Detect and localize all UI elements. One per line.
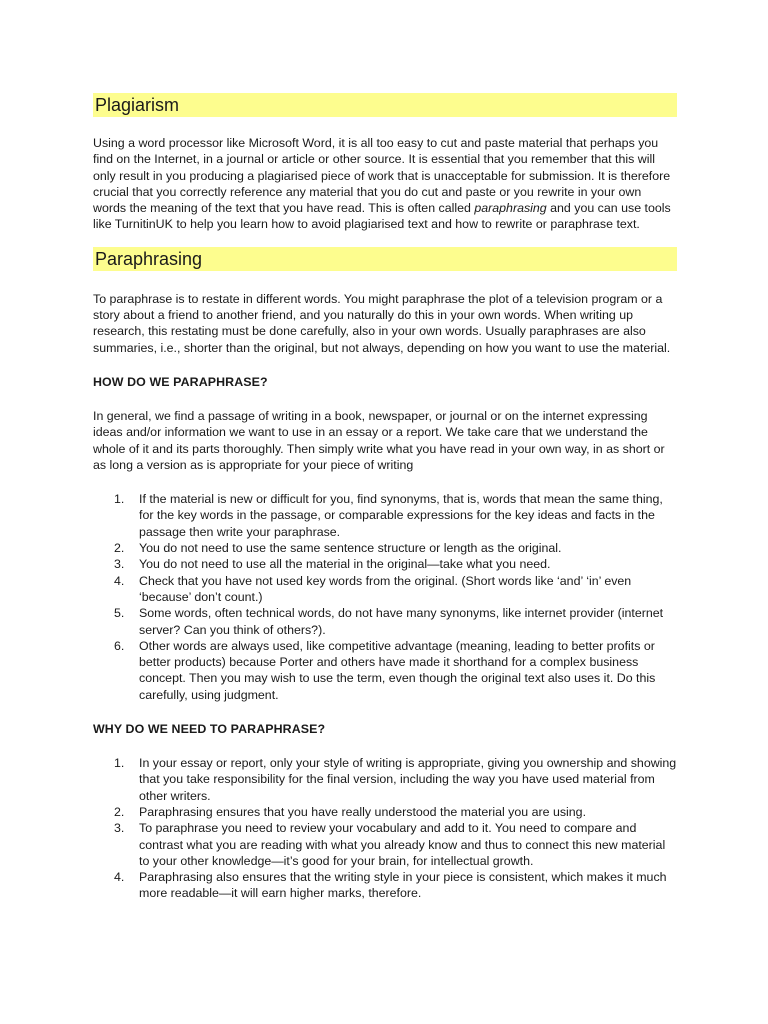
list-item bbox=[93, 804, 677, 820]
list-number: 2. bbox=[114, 541, 125, 556]
how-paragraph: In general, we find a passage of writing in a book, newspaper, or journal or on the internet expressing ideas and/or information we want to use in an essay or a report. We take care that we understand the whole of it and its parts thoroughly. Then simply write what you have read in your own way, in as short or as long a version as is appropriate for your piece of writing bbox=[93, 408, 665, 472]
document-page bbox=[93, 93, 677, 902]
list-item bbox=[93, 638, 677, 703]
list-number: 3. bbox=[114, 821, 125, 836]
list-item bbox=[93, 755, 677, 804]
list-number: 4. bbox=[114, 573, 125, 588]
paraphrasing-heading: Paraphrasing bbox=[93, 247, 677, 271]
list-text: Check that you have not used key words from the original. (Short words like ‘and’ ‘in’ even ‘because’ don’t count.) bbox=[139, 573, 632, 604]
plagiarism-paragraph bbox=[93, 135, 677, 233]
list-number: 1. bbox=[114, 756, 125, 771]
list-text: In your essay or report, only your style of writing is appropriate, giving you ownership and showing that you take responsibility for the final version, including the way you have used material from other writers. bbox=[139, 756, 677, 803]
list-text: To paraphrase you need to review your vocabulary and add to it. You need to compare and contrast what you are reading with what you already know and thus to connect this new material to your other knowledge—it’s good for your brain, for intellectual growth. bbox=[139, 821, 666, 868]
why-heading: WHY DO WE NEED TO PARAPHRASE? bbox=[93, 722, 326, 737]
list-item bbox=[93, 556, 677, 572]
list-text: You do not need to use the same sentence structure or length as the original. bbox=[139, 541, 562, 556]
list-text: You do not need to use all the material in the original—take what you need. bbox=[139, 557, 551, 572]
list-item bbox=[93, 540, 677, 556]
plagiarism-text-start: Using a word processor like Microsoft Word, it is all too easy to cut and paste material that perhaps you find on the Internet, in a journal or article or other source. It is essential that you remember that this will only result in you producing a plagiarised piece of work that is unacceptable for submission. It is therefore crucial that you correctly reference any material that you do cut and paste or you rewrite in your own words the meaning of the text that you have read. This is often called bbox=[93, 136, 671, 216]
list-item bbox=[93, 820, 677, 869]
list-item bbox=[93, 573, 677, 606]
paraphrasing-paragraph: To paraphrase is to restate in different words. You might paraphrase the plot of a television program or a story about a friend to another friend, and you naturally do this in your own words. When writing up research, this restating must be done carefully, also in your own words. Usually paraphrases are also summaries, i.e., shorter than the original, but not always, depending on how you want to use the material. bbox=[93, 291, 671, 355]
plagiarism-text-end: and you can use tools like TurnitinUK to help you learn how to avoid plagiarised text and how to rewrite or paraphrase text. bbox=[93, 201, 671, 232]
list-item bbox=[93, 605, 677, 638]
list-text: Other words are always used, like competitive advantage (meaning, leading to better profits or better products) because Porter and others have made it shorthand for a complex business concept. Then you may wish to use the term, even though the original text also uses it. Do this carefully, using judgment. bbox=[139, 638, 656, 702]
list-number: 4. bbox=[114, 870, 125, 885]
list-item bbox=[93, 869, 677, 902]
list-number: 2. bbox=[114, 804, 125, 819]
list-number: 6. bbox=[114, 638, 125, 653]
how-heading: HOW DO WE PARAPHRASE? bbox=[93, 374, 268, 389]
list-text: If the material is new or difficult for you, find synonyms, that is, words that mean the same thing, for the key words in the passage, or comparable expressions for the key ideas and facts in the passage then write your paraphrase. bbox=[139, 492, 663, 539]
list-text: Paraphrasing ensures that you have really understood the material you are using. bbox=[139, 804, 587, 819]
paraphrasing-emphasis: paraphrasing bbox=[474, 201, 547, 216]
plagiarism-heading: Plagiarism bbox=[93, 93, 677, 117]
list-text: Paraphrasing also ensures that the writing style in your piece is consistent, which makes it much more readable—it will earn higher marks, therefore. bbox=[139, 870, 667, 901]
list-number: 5. bbox=[114, 606, 125, 621]
list-item bbox=[93, 491, 677, 540]
list-number: 3. bbox=[114, 557, 125, 572]
list-text: Some words, often technical words, do not have many synonyms, like internet provider (internet server? Can you think of others?). bbox=[139, 606, 664, 637]
why-list bbox=[93, 755, 677, 902]
list-number: 1. bbox=[114, 492, 125, 507]
how-list bbox=[93, 491, 677, 703]
